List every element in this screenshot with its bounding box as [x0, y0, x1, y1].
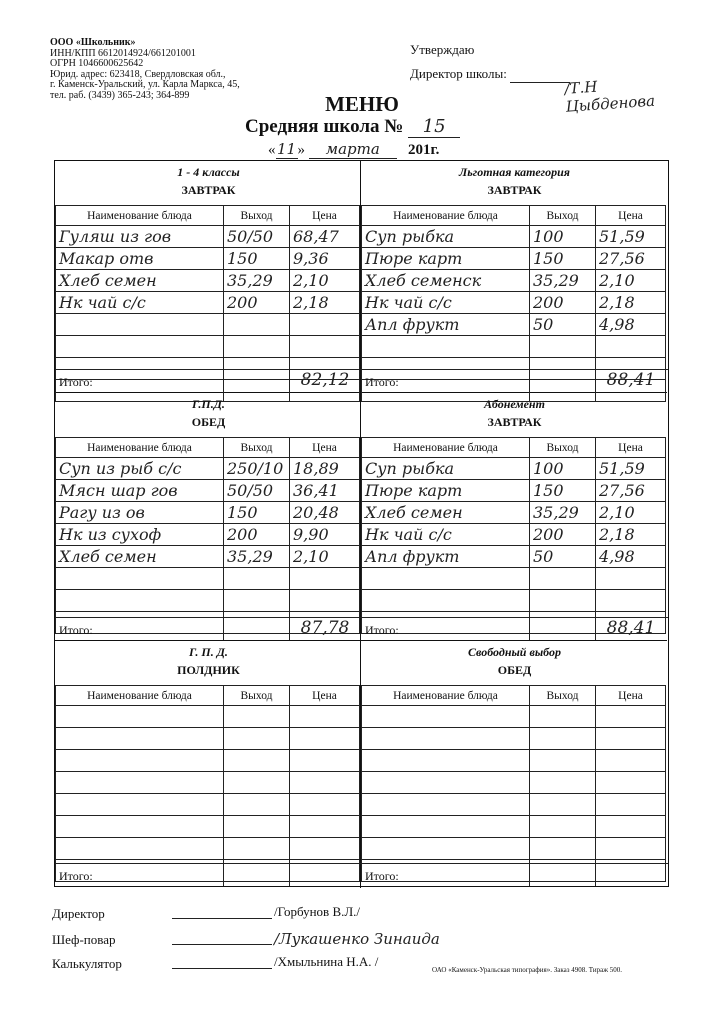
- block-category: 1 - 4 классы: [177, 165, 240, 179]
- table-row: [56, 336, 360, 358]
- date-year-prefix: 20: [408, 142, 423, 158]
- total-row: [361, 617, 668, 640]
- header-name: Наименование блюда: [362, 438, 530, 458]
- dish-output: 150: [530, 248, 596, 270]
- dish-output: [530, 772, 596, 794]
- total-row: [361, 863, 668, 886]
- dish-output: 200: [530, 524, 596, 546]
- dish-price: 27,56: [596, 480, 666, 502]
- dish-price: [290, 336, 360, 358]
- dish-output: [224, 794, 290, 816]
- table-row: [56, 226, 360, 248]
- header-output: Выход: [224, 438, 290, 458]
- block-meal: ПОЛДНИК: [177, 663, 240, 677]
- dish-output: [224, 750, 290, 772]
- header-name: Наименование блюда: [362, 206, 530, 226]
- director-approval-signature: /Т.Н Цыбденова: [563, 77, 656, 116]
- menu-table: [55, 437, 360, 634]
- total-value: 87,78: [289, 618, 360, 640]
- menu-block: [55, 641, 362, 886]
- table-row: [362, 728, 666, 750]
- total-label: Итого:: [59, 623, 93, 637]
- table-row: [362, 838, 666, 860]
- total-value: [595, 864, 666, 886]
- dish-output: 50: [530, 314, 596, 336]
- dish-output: 100: [530, 226, 596, 248]
- dish-price: 9,90: [290, 524, 360, 546]
- dish-name: [56, 706, 224, 728]
- dish-name: Апл фрукт: [362, 546, 530, 568]
- table-row: [56, 816, 360, 838]
- table-row: [56, 750, 360, 772]
- dish-price: 9,36: [290, 248, 360, 270]
- dish-price: [596, 772, 666, 794]
- dish-output: [530, 816, 596, 838]
- table-row: [56, 458, 360, 480]
- table-row: [56, 248, 360, 270]
- total-value: 88,41: [595, 618, 666, 640]
- director-signature-line: [510, 66, 570, 83]
- dish-output: [530, 728, 596, 750]
- dish-price: [290, 794, 360, 816]
- dish-price: [596, 706, 666, 728]
- block-category: Г.П.Д.: [192, 397, 225, 411]
- table-row: [362, 458, 666, 480]
- dish-output: 100: [530, 458, 596, 480]
- block-meal: ЗАВТРАК: [181, 183, 236, 197]
- dish-output: 150: [224, 502, 290, 524]
- director-school-row: [410, 66, 570, 83]
- date-year-suffix: 1г.: [423, 142, 440, 158]
- total-label: Итого:: [59, 869, 93, 883]
- block-meal: ОБЕД: [191, 415, 226, 429]
- dish-name: Хлеб семенск: [362, 270, 530, 292]
- table-row: [362, 568, 666, 590]
- total-divider: [223, 618, 224, 640]
- total-label: Итого:: [59, 375, 93, 389]
- dish-name: [56, 772, 224, 794]
- header-name: Наименование блюда: [56, 686, 224, 706]
- table-row: [56, 728, 360, 750]
- company-ogrn: ОГРН 1046600625642: [50, 58, 144, 69]
- total-divider: [529, 618, 530, 640]
- table-row: [362, 502, 666, 524]
- table-row: [362, 590, 666, 612]
- header-name: Наименование блюда: [56, 206, 224, 226]
- menu-table: [361, 437, 666, 634]
- table-row: [56, 706, 360, 728]
- dish-price: 27,56: [596, 248, 666, 270]
- page-title: МЕНЮ: [325, 92, 399, 116]
- dish-name: [362, 816, 530, 838]
- dish-name: Хлеб семен: [362, 502, 530, 524]
- menu-block: [361, 161, 668, 392]
- table-row: [362, 794, 666, 816]
- dish-price: 51,59: [596, 458, 666, 480]
- signature-name: /Горбунов В.Л./: [274, 904, 361, 919]
- table-row: [56, 292, 360, 314]
- block-category: Льготная категория: [459, 165, 570, 179]
- dish-price: [290, 750, 360, 772]
- signature-line: [172, 918, 272, 919]
- table-row: [362, 772, 666, 794]
- table-row: [56, 524, 360, 546]
- dish-output: [530, 336, 596, 358]
- dish-output: [224, 706, 290, 728]
- table-row: [56, 568, 360, 590]
- table-row: [56, 546, 360, 568]
- dish-price: [290, 772, 360, 794]
- menu-block: [361, 393, 668, 640]
- dish-name: [56, 568, 224, 590]
- dish-name: Нк чай с/с: [362, 524, 530, 546]
- dish-output: 35,29: [224, 546, 290, 568]
- table-row: [362, 816, 666, 838]
- dish-name: [362, 838, 530, 860]
- total-divider: [529, 370, 530, 392]
- table-row: [362, 480, 666, 502]
- total-divider: [223, 370, 224, 392]
- menu-date: «11» марта 201г.: [268, 140, 440, 158]
- dish-name: Суп рыбка: [362, 226, 530, 248]
- dish-price: [290, 314, 360, 336]
- dish-name: [56, 590, 224, 612]
- printer-footer: ОАО «Каменск-Уральская типография». Заказ 4908. Тираж 500.: [432, 966, 623, 974]
- dish-name: [56, 816, 224, 838]
- dish-output: 50/50: [224, 480, 290, 502]
- dish-name: [56, 838, 224, 860]
- dish-output: [224, 816, 290, 838]
- total-value: 82,12: [289, 370, 360, 392]
- dish-output: 200: [224, 524, 290, 546]
- approval-block: [410, 42, 570, 91]
- table-row: [362, 314, 666, 336]
- dish-price: 2,18: [596, 524, 666, 546]
- dish-name: Суп из рыб с/с: [56, 458, 224, 480]
- total-row: [55, 369, 362, 392]
- dish-price: 68,47: [290, 226, 360, 248]
- dish-price: 18,89: [290, 458, 360, 480]
- dish-output: 250/10: [224, 458, 290, 480]
- table-row: [362, 270, 666, 292]
- signature-role: Калькулятор: [52, 956, 122, 971]
- dish-output: [224, 336, 290, 358]
- dish-name: [362, 590, 530, 612]
- dish-name: Пюре карт: [362, 480, 530, 502]
- dish-output: 35,29: [530, 502, 596, 524]
- total-label: Итого:: [365, 375, 399, 389]
- dish-price: [596, 336, 666, 358]
- dish-name: [56, 794, 224, 816]
- dish-output: 50: [530, 546, 596, 568]
- table-row: [362, 336, 666, 358]
- dish-name: Макар отв: [56, 248, 224, 270]
- dish-output: 35,29: [530, 270, 596, 292]
- date-day: 11: [276, 140, 297, 158]
- total-row: [55, 617, 362, 640]
- dish-name: [56, 336, 224, 358]
- table-row: [362, 248, 666, 270]
- total-label: Итого:: [365, 869, 399, 883]
- school-title: [245, 116, 460, 138]
- dish-name: [362, 750, 530, 772]
- total-row: [361, 369, 668, 392]
- menu-block: [55, 393, 362, 640]
- company-inn: ИНН/КПП 6612014924/661201001: [50, 47, 196, 59]
- dish-name: [56, 728, 224, 750]
- header-output: Выход: [224, 686, 290, 706]
- dish-price: [290, 590, 360, 612]
- dish-output: [530, 590, 596, 612]
- director-school-label: Директор школы:: [410, 66, 507, 81]
- dish-price: 4,98: [596, 314, 666, 336]
- table-row: [362, 226, 666, 248]
- dish-name: Мясн шар гов: [56, 480, 224, 502]
- dish-output: 50/50: [224, 226, 290, 248]
- table-row: [56, 480, 360, 502]
- dish-price: 36,41: [290, 480, 360, 502]
- dish-output: [224, 568, 290, 590]
- dish-name: Хлеб семен: [56, 270, 224, 292]
- block-meal: ОБЕД: [497, 663, 532, 677]
- dish-name: Рагу из ов: [56, 502, 224, 524]
- menu-grid: [54, 160, 669, 887]
- total-label: Итого:: [365, 623, 399, 637]
- dish-price: [290, 706, 360, 728]
- table-row: [56, 794, 360, 816]
- dish-price: [290, 838, 360, 860]
- dish-price: [596, 728, 666, 750]
- header-price: Цена: [596, 206, 666, 226]
- company-address-line2: г. Каменск-Уральский, ул. Карла Маркса, 45,: [50, 79, 240, 90]
- dish-price: 2,10: [596, 502, 666, 524]
- dish-price: 2,18: [596, 292, 666, 314]
- block-category: Свободный выбор: [467, 645, 561, 659]
- dish-price: [290, 568, 360, 590]
- dish-output: 150: [530, 480, 596, 502]
- dish-output: 150: [224, 248, 290, 270]
- company-phone: тел. раб. (3439) 365-243; 364-899: [50, 89, 190, 101]
- dish-name: Нк чай с/с: [362, 292, 530, 314]
- dish-output: 200: [530, 292, 596, 314]
- table-row: [56, 270, 360, 292]
- signature-chef: [52, 930, 440, 948]
- company-name: ООО «Школьник»: [50, 37, 136, 48]
- dish-name: [362, 772, 530, 794]
- dish-output: [224, 314, 290, 336]
- total-value: 88,41: [595, 370, 666, 392]
- signature-line: [172, 968, 272, 969]
- total-divider: [529, 864, 530, 886]
- dish-name: Хлеб семен: [56, 546, 224, 568]
- dish-output: 200: [224, 292, 290, 314]
- school-number: 15: [408, 116, 460, 138]
- header-price: Цена: [290, 686, 360, 706]
- dish-price: [596, 568, 666, 590]
- dish-price: [596, 590, 666, 612]
- signature-calculator: [52, 954, 379, 972]
- dish-name: [362, 568, 530, 590]
- menu-table: [361, 685, 666, 882]
- signature-role: Директор: [52, 906, 105, 921]
- header-output: Выход: [530, 206, 596, 226]
- dish-price: [596, 816, 666, 838]
- dish-output: [530, 750, 596, 772]
- table-row: [362, 750, 666, 772]
- dish-name: [362, 728, 530, 750]
- table-row: [56, 772, 360, 794]
- dish-name: Суп рыбка: [362, 458, 530, 480]
- menu-block: [55, 161, 362, 392]
- dish-price: [596, 794, 666, 816]
- block-category: Абонемент: [484, 397, 545, 411]
- signature-director: [52, 904, 361, 922]
- table-row: [362, 292, 666, 314]
- dish-name: Апл фрукт: [362, 314, 530, 336]
- menu-block: [361, 641, 668, 886]
- header-output: Выход: [224, 206, 290, 226]
- header-price: Цена: [596, 686, 666, 706]
- table-row: [362, 706, 666, 728]
- table-row: [56, 502, 360, 524]
- company-address-line1: Юрид. адрес: 623418, Свердловская обл.,: [50, 68, 226, 80]
- dish-output: [224, 772, 290, 794]
- dish-name: Нк чай с/с: [56, 292, 224, 314]
- table-row: [362, 546, 666, 568]
- signature-name: /Хмыльнина Н.А. /: [274, 954, 379, 969]
- approval-label: Утверждаю: [410, 42, 475, 57]
- dish-output: [224, 838, 290, 860]
- table-row: [56, 838, 360, 860]
- dish-price: 2,18: [290, 292, 360, 314]
- dish-price: 2,10: [290, 270, 360, 292]
- header-price: Цена: [290, 206, 360, 226]
- block-meal: ЗАВТРАК: [487, 183, 542, 197]
- table-row: [56, 314, 360, 336]
- table-row: [362, 524, 666, 546]
- dish-price: [290, 816, 360, 838]
- dish-output: [530, 706, 596, 728]
- dish-output: [530, 794, 596, 816]
- dish-name: Нк из сухоф: [56, 524, 224, 546]
- dish-name: [362, 706, 530, 728]
- total-row: [55, 863, 362, 886]
- dish-output: [530, 568, 596, 590]
- block-meal: ЗАВТРАК: [487, 415, 542, 429]
- dish-name: Пюре карт: [362, 248, 530, 270]
- dish-price: 2,10: [596, 270, 666, 292]
- table-row: [56, 590, 360, 612]
- total-value: [289, 864, 360, 886]
- block-category: Г. П. Д.: [189, 645, 228, 659]
- dish-price: 4,98: [596, 546, 666, 568]
- header-output: Выход: [530, 438, 596, 458]
- signature-name: /Лукашенко Зинаида: [274, 930, 440, 948]
- header-name: Наименование блюда: [362, 686, 530, 706]
- dish-name: Гуляш из гов: [56, 226, 224, 248]
- dish-price: 51,59: [596, 226, 666, 248]
- dish-price: 2,10: [290, 546, 360, 568]
- header-name: Наименование блюда: [56, 438, 224, 458]
- dish-name: [56, 750, 224, 772]
- signature-line: [172, 944, 272, 945]
- dish-output: [224, 728, 290, 750]
- dish-price: [290, 728, 360, 750]
- signature-role: Шеф-повар: [52, 932, 116, 947]
- header-price: Цена: [596, 438, 666, 458]
- dish-price: 20,48: [290, 502, 360, 524]
- header-output: Выход: [530, 686, 596, 706]
- date-month: марта: [309, 140, 397, 159]
- dish-name: [362, 336, 530, 358]
- dish-price: [596, 750, 666, 772]
- total-divider: [223, 864, 224, 886]
- menu-table: [55, 685, 360, 882]
- dish-output: [530, 838, 596, 860]
- dish-name: [362, 794, 530, 816]
- dish-price: [596, 838, 666, 860]
- dish-output: 35,29: [224, 270, 290, 292]
- dish-name: [56, 314, 224, 336]
- dish-output: [224, 590, 290, 612]
- school-label: Средняя школа №: [245, 116, 404, 137]
- header-price: Цена: [290, 438, 360, 458]
